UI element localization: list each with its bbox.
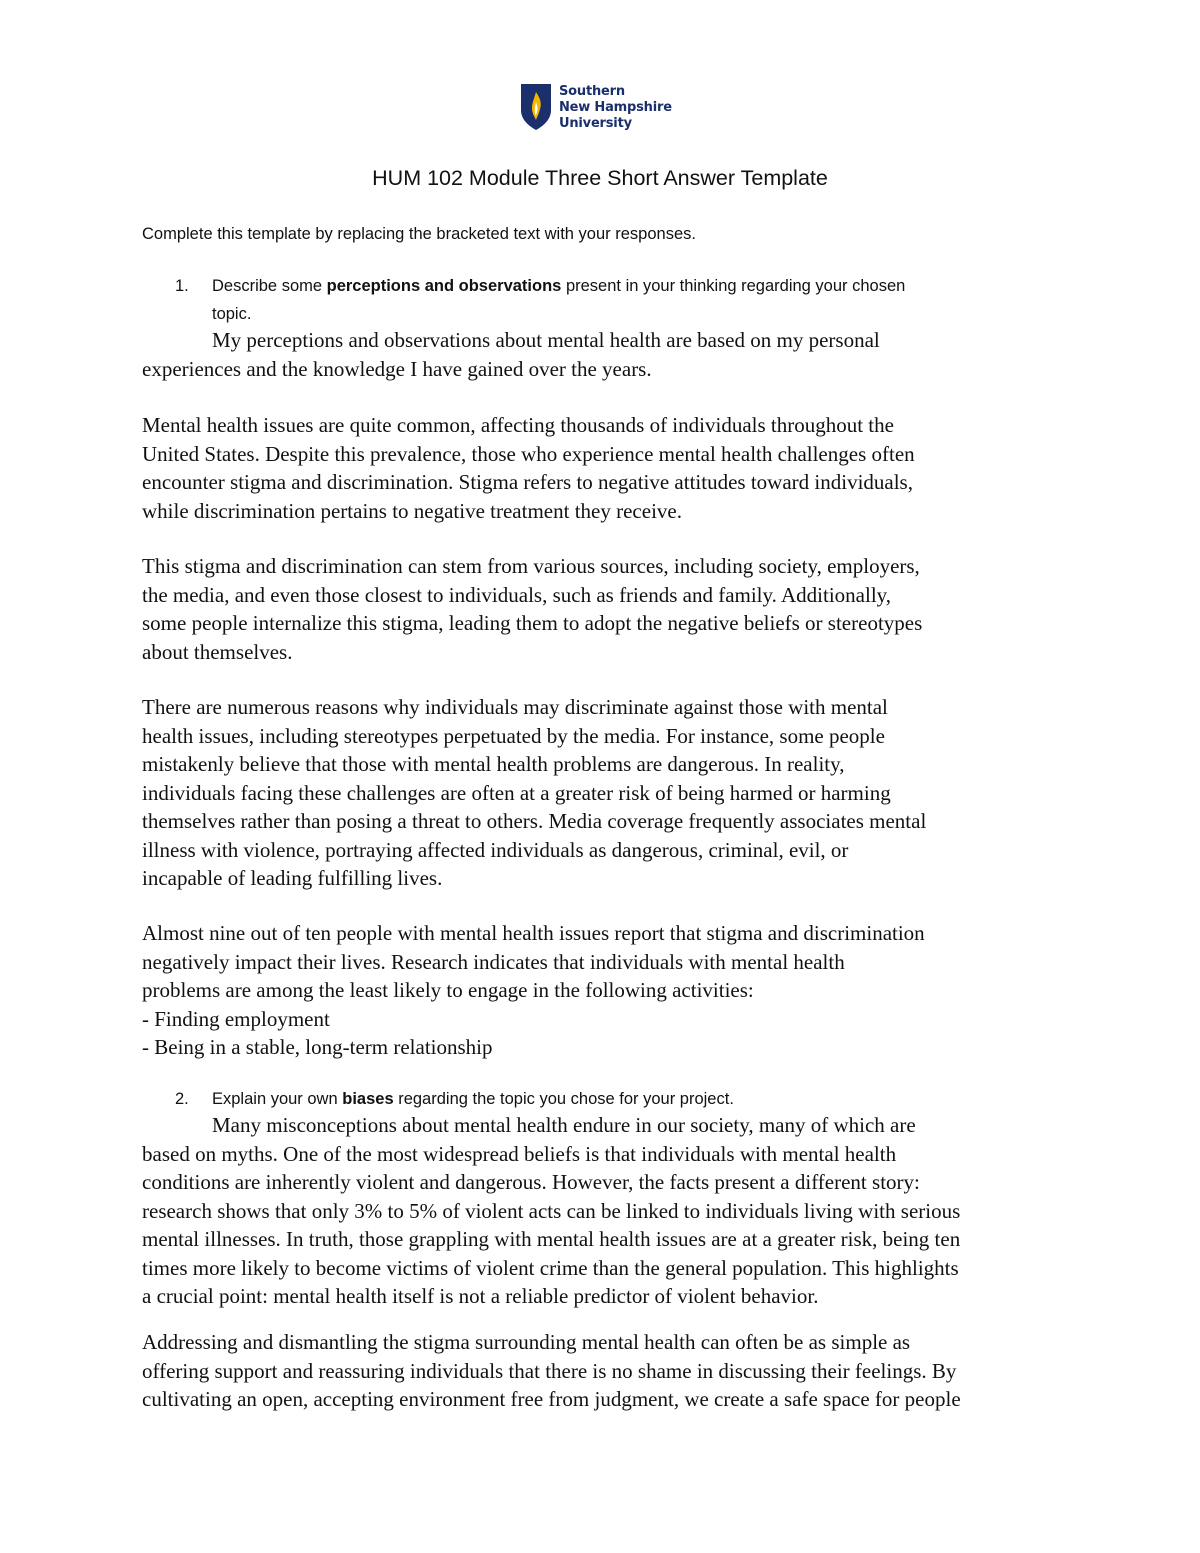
instructions: Complete this template by replacing the bracketed text with your responses. xyxy=(142,225,696,243)
question-1-suffix: present in your thinking regarding your chosen xyxy=(561,277,906,295)
question-2-suffix: regarding the topic you chose for your project. xyxy=(393,1090,734,1108)
question-1-number: 1. xyxy=(175,277,189,295)
text-line: offering support and reassuring individuals that there is no shame in discussing their feelings. By xyxy=(142,1358,957,1383)
text-line: experiences and the knowledge I have gained over the years. xyxy=(142,356,652,381)
document-title: HUM 102 Module Three Short Answer Template xyxy=(372,166,828,190)
university-logo xyxy=(521,84,672,132)
answer-1-paragraph-2 xyxy=(142,411,1072,525)
question-1-suffix-2: topic. xyxy=(212,305,252,323)
answer-1-paragraph-1 xyxy=(142,326,1072,383)
question-2-text xyxy=(212,1085,1042,1113)
text-line: This stigma and discrimination can stem from various sources, including society, employers, xyxy=(142,554,920,578)
text-line: research shows that only 3% to 5% of violent acts can be linked to individuals living with serious xyxy=(142,1198,961,1223)
text-line: mistakenly believe that those with mental health problems are dangerous. In reality, xyxy=(142,752,845,776)
text-line: illness with violence, portraying affected individuals as dangerous, criminal, evil, or xyxy=(142,837,849,862)
list-item: - Finding employment xyxy=(142,1006,330,1031)
text-line: conditions are inherently violent and dangerous. However, the facts present a different story: xyxy=(142,1170,920,1194)
text-line: based on myths. One of the most widespread beliefs is that individuals with mental health xyxy=(142,1141,897,1166)
text-line: mental illnesses. In truth, those grappling with mental health issues are at a greater risk, being ten xyxy=(142,1227,961,1251)
answer-1-paragraph-5 xyxy=(142,919,1072,1062)
text-line: problems are among the least likely to engage in the following activities: xyxy=(142,978,754,1002)
question-2 xyxy=(142,1085,1042,1113)
text-line: individuals facing these challenges are often at a greater risk of being harmed or harming xyxy=(142,780,891,805)
question-2-number: 2. xyxy=(175,1090,189,1108)
text-line: health issues, including stereotypes perpetuated by the media. For instance, some people xyxy=(142,723,885,748)
logo-wordmark xyxy=(559,84,672,132)
question-1 xyxy=(142,272,1042,328)
question-1-prefix: Describe some xyxy=(212,277,327,295)
text-line: Many misconceptions about mental health endure in our society, many of which are xyxy=(212,1113,916,1137)
answer-1-paragraph-3 xyxy=(142,552,1072,666)
text-line: Addressing and dismantling the stigma surrounding mental health can often be as simple as xyxy=(142,1330,911,1354)
answer-2-paragraph-2 xyxy=(142,1328,1072,1414)
logo-line-3: University xyxy=(559,116,632,131)
text-line: while discrimination pertains to negative treatment they receive. xyxy=(142,498,682,523)
text-line: encounter stigma and discrimination. Stigma refers to negative attitudes toward individuals, xyxy=(142,470,913,494)
logo-line-1: Southern xyxy=(559,84,625,99)
text-line: a crucial point: mental health itself is not a reliable predictor of violent behavior. xyxy=(142,1284,819,1308)
answer-1-paragraph-4 xyxy=(142,693,1072,893)
text-line: the media, and even those closest to individuals, such as friends and family. Additionally, xyxy=(142,582,892,607)
text-line: incapable of leading fulfilling lives. xyxy=(142,866,443,890)
logo-line-2: New Hampshire xyxy=(559,100,672,115)
question-2-keyword: biases xyxy=(342,1090,394,1108)
text-line: Almost nine out of ten people with mental health issues report that stigma and discrimination xyxy=(142,921,925,945)
text-line: some people internalize this stigma, leading them to adopt the negative beliefs or stereotypes xyxy=(142,611,923,635)
text-line: about themselves. xyxy=(142,639,293,664)
text-line: There are numerous reasons why individuals may discriminate against those with mental xyxy=(142,695,888,719)
text-line: My perceptions and observations about mental health are based on my personal xyxy=(212,328,880,352)
question-1-keyword: perceptions and observations xyxy=(326,277,562,295)
question-2-prefix: Explain your own xyxy=(212,1090,343,1108)
snhu-shield-icon xyxy=(521,84,551,130)
answer-2-paragraph-1 xyxy=(142,1111,1072,1311)
question-1-text xyxy=(212,272,1042,328)
text-line: cultivating an open, accepting environment free from judgment, we create a safe space for people xyxy=(142,1387,961,1411)
list-item: - Being in a stable, long-term relationship xyxy=(142,1035,493,1059)
text-line: themselves rather than posing a threat to others. Media coverage frequently associates mental xyxy=(142,809,927,833)
text-line: Mental health issues are quite common, affecting thousands of individuals throughout the xyxy=(142,413,894,437)
text-line: negatively impact their lives. Research indicates that individuals with mental health xyxy=(142,949,845,974)
text-line: United States. Despite this prevalence, those who experience mental health challenges often xyxy=(142,441,915,466)
text-line: times more likely to become victims of violent crime than the general population. This highlights xyxy=(142,1255,959,1280)
